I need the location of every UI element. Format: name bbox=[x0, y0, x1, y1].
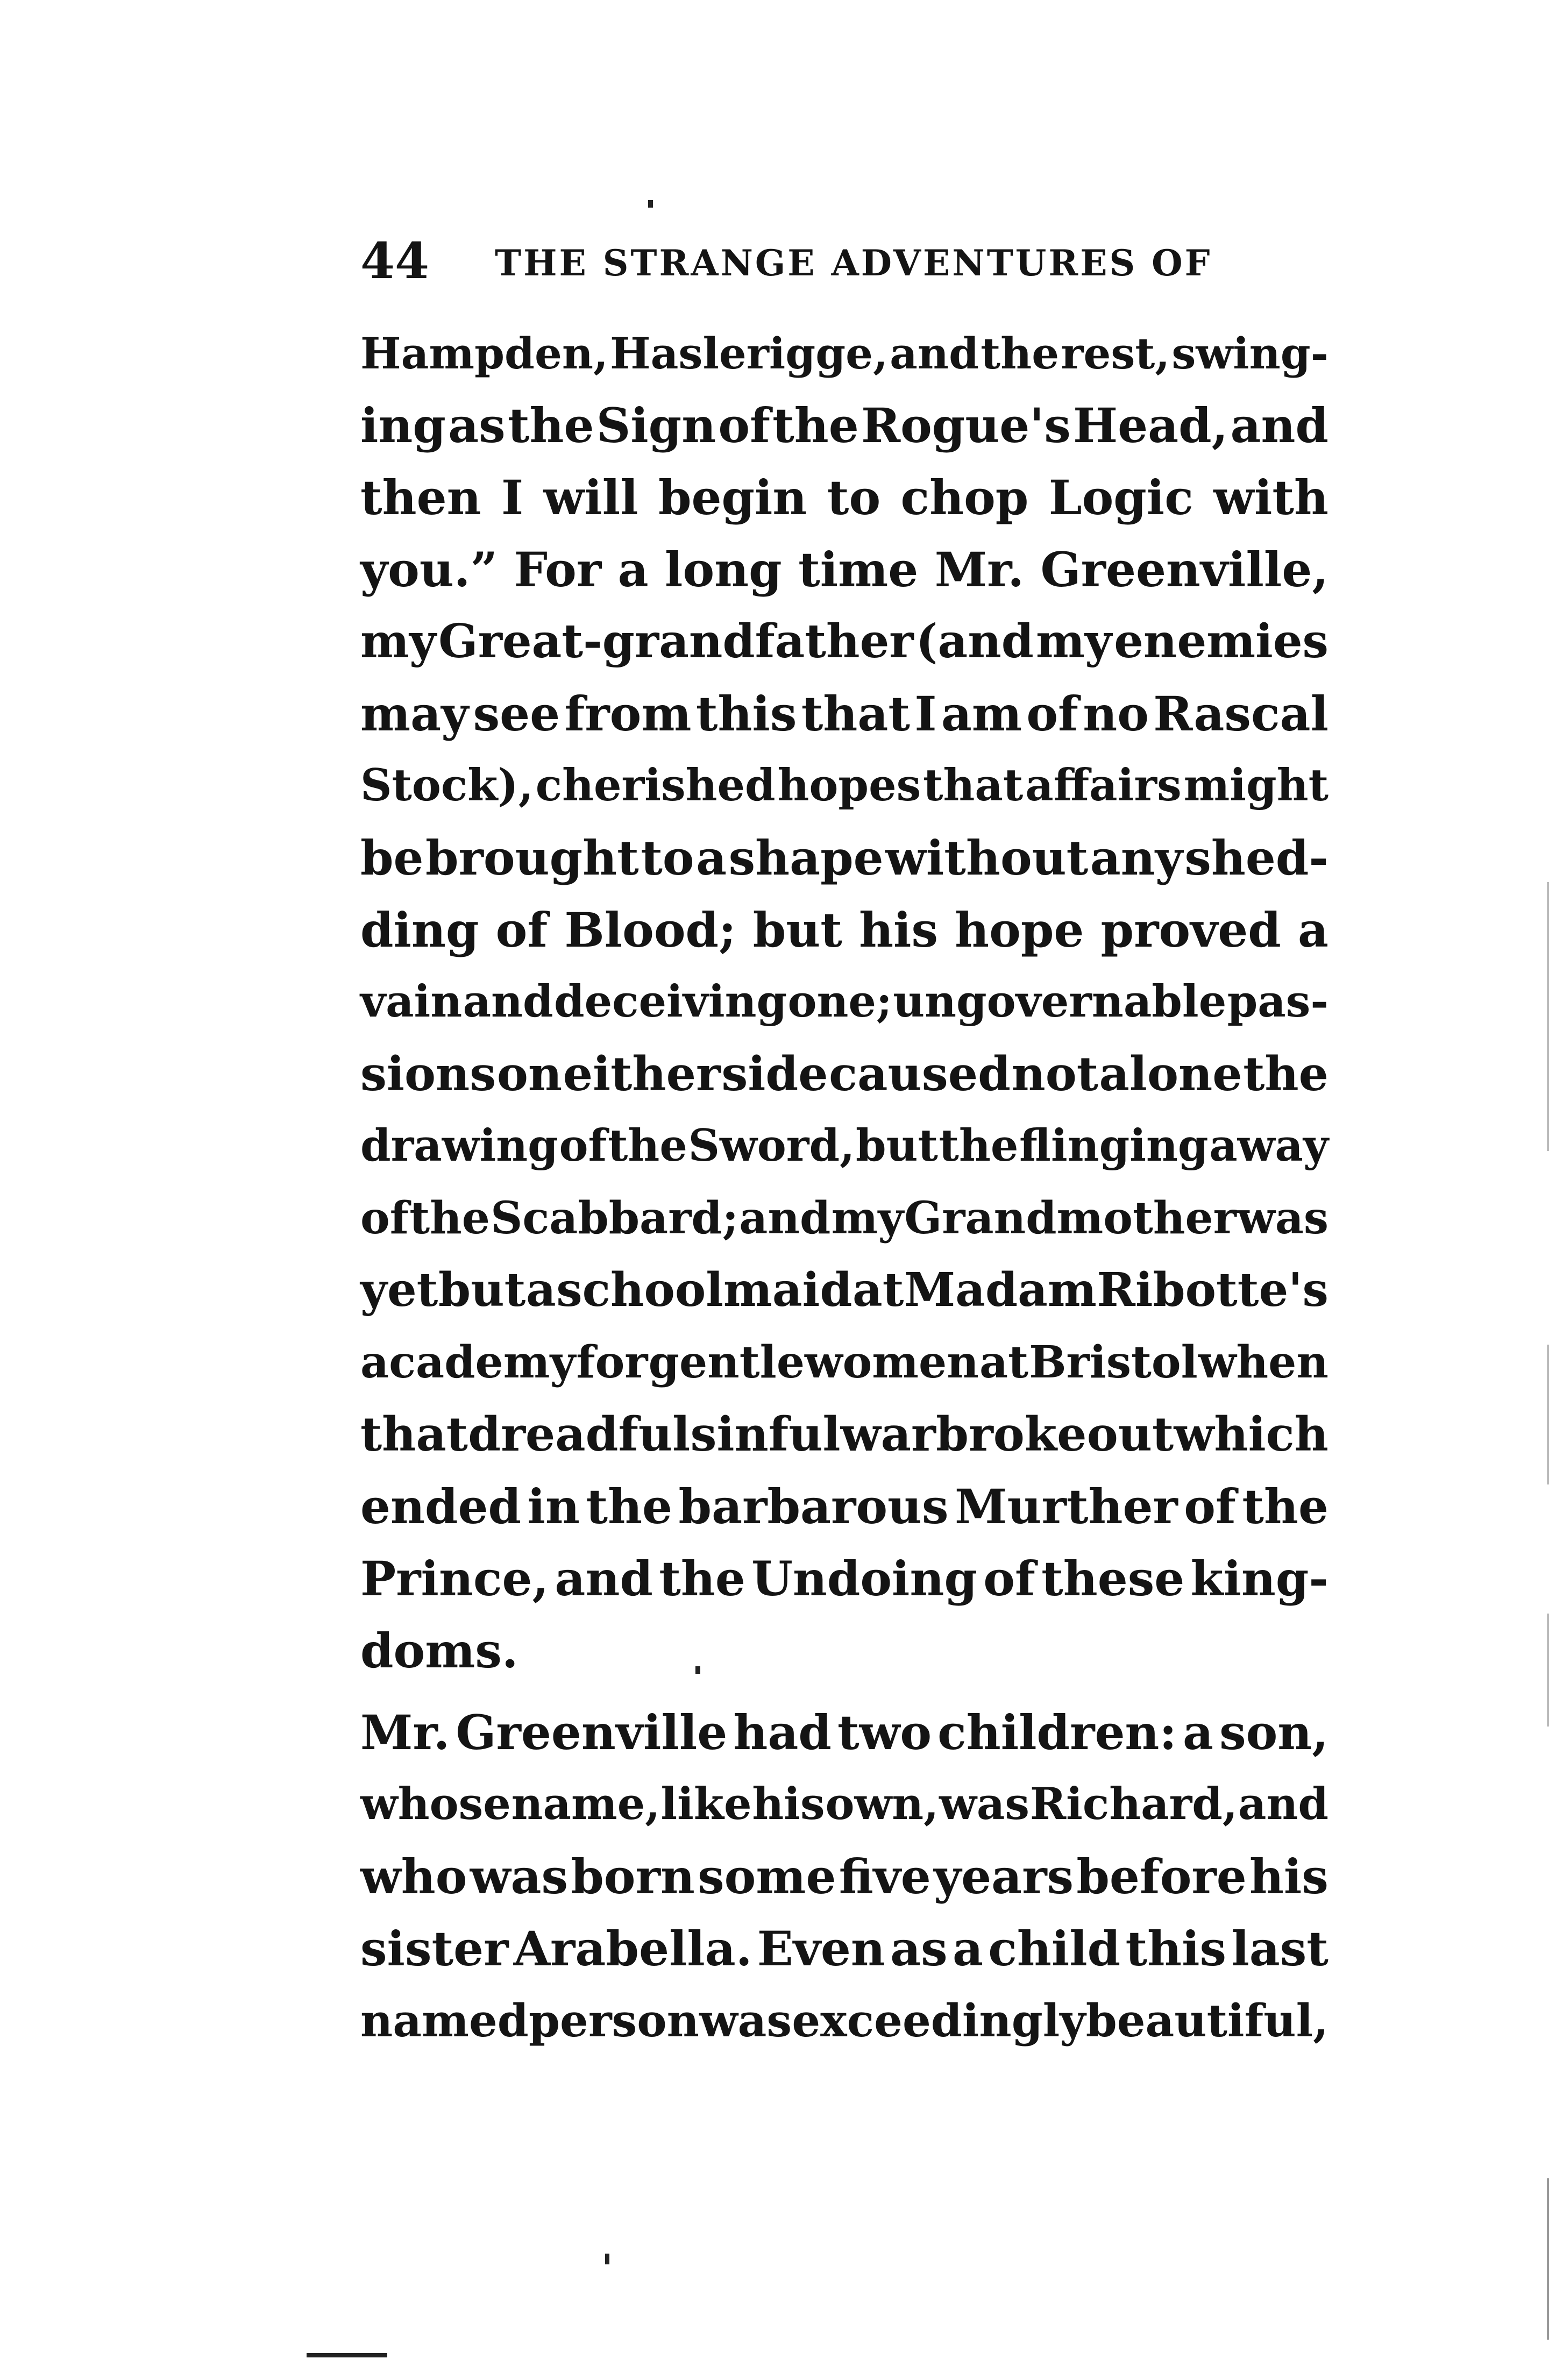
page-number: 44 bbox=[360, 232, 430, 290]
text-line: may see from this that I am of no Rascal bbox=[360, 686, 1328, 742]
running-head bbox=[360, 231, 1328, 290]
text-line: be brought to a shape without any shed- bbox=[360, 830, 1328, 886]
text-line: who was born some five years before his bbox=[360, 1849, 1328, 1905]
text-line: named person was exceedingly beautiful, bbox=[360, 1994, 1328, 2047]
text-line: sister Arabella. Even as a child this last bbox=[360, 1921, 1328, 1977]
text-line: Prince, and the Undoing of these king- bbox=[360, 1551, 1328, 1607]
running-title: THE STRANGE ADVENTURES OF bbox=[495, 242, 1212, 284]
text-line: vain and deceiving one; ungovernable pas- bbox=[360, 976, 1328, 1027]
text-line: ing as the Sign of the Rogue's Head, and bbox=[360, 397, 1328, 453]
text-line: then I will begin to chop Logic with bbox=[360, 470, 1328, 525]
scan-speck bbox=[648, 200, 653, 208]
text-line: ding of Blood; but his hope proved a bbox=[360, 902, 1328, 958]
text-line: sions on either side caused not alone the bbox=[360, 1046, 1328, 1102]
text-line: Mr. Greenville had two children: a son, bbox=[360, 1704, 1328, 1760]
text-line: you.” For a long time Mr. Greenville, bbox=[360, 542, 1328, 598]
scan-line bbox=[1547, 1345, 1549, 1484]
text-line: doms. bbox=[360, 1623, 518, 1679]
scan-speck bbox=[605, 2254, 609, 2264]
scan-line bbox=[1547, 1614, 1549, 1727]
text-line: drawing of the Sword, but the flinging away bbox=[360, 1120, 1328, 1171]
text-line: Hampden, Haslerigge, and the rest, swing- bbox=[360, 328, 1328, 379]
body-text bbox=[360, 317, 1328, 2057]
text-line: ended in the barbarous Murther of the bbox=[360, 1479, 1328, 1534]
scan-smudge bbox=[307, 2353, 387, 2357]
text-line: that dreadful sinful war broke out which bbox=[360, 1406, 1328, 1462]
text-line: of the Scabbard; and my Grandmother was bbox=[360, 1192, 1328, 1244]
text-line: my Great-grandfather (and my enemies bbox=[360, 614, 1328, 669]
scan-line bbox=[1547, 2178, 1549, 2340]
scan-line bbox=[1547, 882, 1549, 1151]
text-line: whose name, like his own, was Richard, and bbox=[360, 1779, 1328, 1830]
text-line: Stock), cherished hopes that affairs might bbox=[360, 760, 1328, 811]
text-line: academy for gentlewomen at Bristol when bbox=[360, 1337, 1328, 1388]
text-line: yet but a schoolmaid at Madam Ribotte's bbox=[360, 1263, 1328, 1317]
paragraph-gap bbox=[360, 1687, 1328, 1696]
scan-speck bbox=[695, 1666, 700, 1674]
